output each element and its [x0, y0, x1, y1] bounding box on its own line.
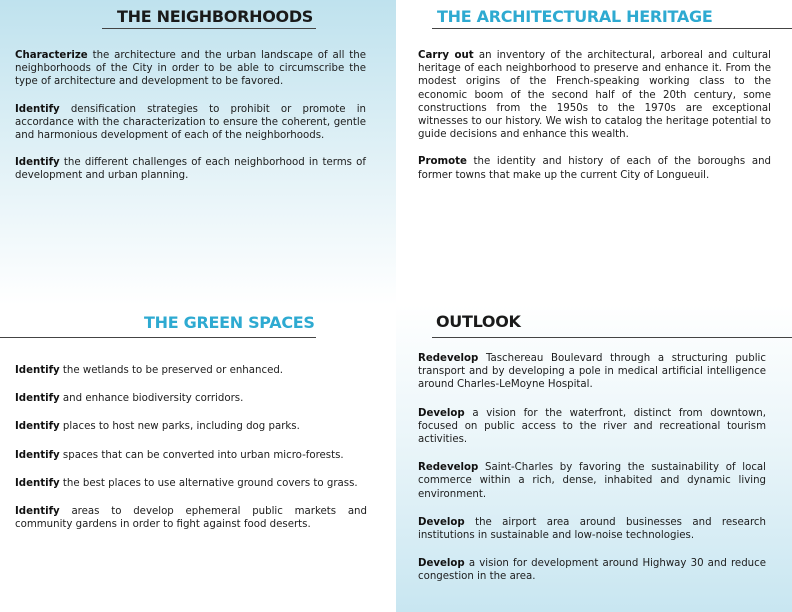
- outlook-item: [418, 407, 766, 447]
- item-text: the different challenges of each neighborhood in terms of development and urban planning.: [15, 157, 366, 182]
- item-text: a vision for development around Highway 30 and reduce congestion in the area.: [418, 558, 766, 583]
- item-keyword: Develop: [418, 558, 465, 570]
- item-text: densification strategies to prohibit or promote in accordance with the characterization to ensure the coherent, gentle and harmonious development of each of the neighborhoods.: [15, 103, 366, 142]
- item-keyword: Characterize: [15, 50, 88, 61]
- heritage-body: [418, 49, 771, 196]
- green-spaces-item: [15, 364, 367, 377]
- item-text: an inventory of the architectural, arboreal and cultural heritage of each neighborhood to preserve and enhance it. From the modest origins of the French-speaking working class to the economic boom of the second half of the 20th century, some constructions from the 1950s to the 1970s are exceptional witnesses to our history. We wish to catalog the heritage potential to guide decisions and enhance this wealth.: [418, 50, 771, 141]
- item-text: Saint-Charles by favoring the sustainability of local commerce within a rich, dense, inhabited and dynamic living environment.: [418, 462, 766, 500]
- item-text: the architecture and the urban landscape of all the neighborhoods of the City in order to be able to circumscribe the type of architecture and development to be favored.: [15, 50, 366, 88]
- item-text: the airport area around businesses and research institutions in sustainable and low-noise technologies.: [418, 516, 766, 542]
- green-spaces-item: [15, 392, 367, 405]
- heritage-item: [418, 155, 771, 181]
- item-keyword: Carry out: [418, 50, 474, 61]
- item-keyword: Redevelop: [418, 353, 479, 364]
- item-text: the identity and history of each of the boroughs and former towns that make up the current City of Longueuil.: [418, 156, 771, 181]
- item-text: areas to develop ephemeral public markets and community gardens in order to fight against food deserts.: [15, 506, 367, 531]
- neighborhoods-item: [15, 103, 366, 143]
- outlook-title-rule: [432, 337, 792, 338]
- green-spaces-item: [15, 505, 367, 531]
- item-text: spaces that can be converted into urban micro-forests.: [59, 449, 344, 461]
- item-text: and enhance biodiversity corridors.: [59, 393, 244, 405]
- outlook-item: [418, 352, 766, 392]
- item-keyword: Identify: [15, 157, 60, 169]
- green-spaces-item: [15, 477, 367, 490]
- item-keyword: Develop: [418, 516, 465, 528]
- green-spaces-body: [15, 364, 367, 546]
- outlook-item: [418, 557, 766, 583]
- item-keyword: Develop: [418, 407, 465, 419]
- item-text: the wetlands to be preserved or enhanced.: [59, 365, 284, 376]
- green-spaces-item: [15, 420, 367, 433]
- item-keyword: Identify: [15, 506, 60, 518]
- item-keyword: Identify: [15, 365, 60, 376]
- item-keyword: Redevelop: [418, 462, 479, 474]
- neighborhoods-item: [15, 156, 366, 182]
- green-spaces-title-rule: [0, 337, 316, 338]
- heritage-title: THE ARCHITECTURAL HERITAGE: [437, 7, 713, 26]
- item-keyword: Identify: [15, 421, 60, 433]
- item-keyword: Promote: [418, 156, 467, 168]
- item-text: a vision for the waterfront, distinct from downtown, focused on public access to the river and recreational tourism activities.: [418, 407, 766, 446]
- item-text: the best places to use alternative ground covers to grass.: [59, 477, 358, 489]
- green-spaces-title: THE GREEN SPACES: [144, 313, 315, 332]
- heritage-item: [418, 49, 771, 141]
- outlook-item: [418, 516, 766, 542]
- green-spaces-item: [15, 449, 367, 462]
- neighborhoods-title: THE NEIGHBORHOODS: [117, 7, 314, 26]
- neighborhoods-title-rule: [102, 28, 316, 29]
- item-keyword: Identify: [15, 393, 60, 405]
- item-keyword: Identify: [15, 477, 60, 489]
- outlook-item: [418, 461, 766, 501]
- item-text: places to host new parks, including dog parks.: [59, 421, 300, 433]
- heritage-title-rule: [432, 28, 792, 29]
- item-text: Taschereau Boulevard through a structuring public transport and by developing a pole in medical artificial intelligence around Charles-LeMoyne Hospital.: [418, 353, 766, 391]
- item-keyword: Identify: [15, 449, 60, 461]
- neighborhoods-body: [15, 49, 366, 197]
- outlook-title: OUTLOOK: [436, 312, 521, 331]
- neighborhoods-item: [15, 49, 366, 89]
- item-keyword: Identify: [15, 103, 60, 115]
- outlook-body: [418, 352, 766, 599]
